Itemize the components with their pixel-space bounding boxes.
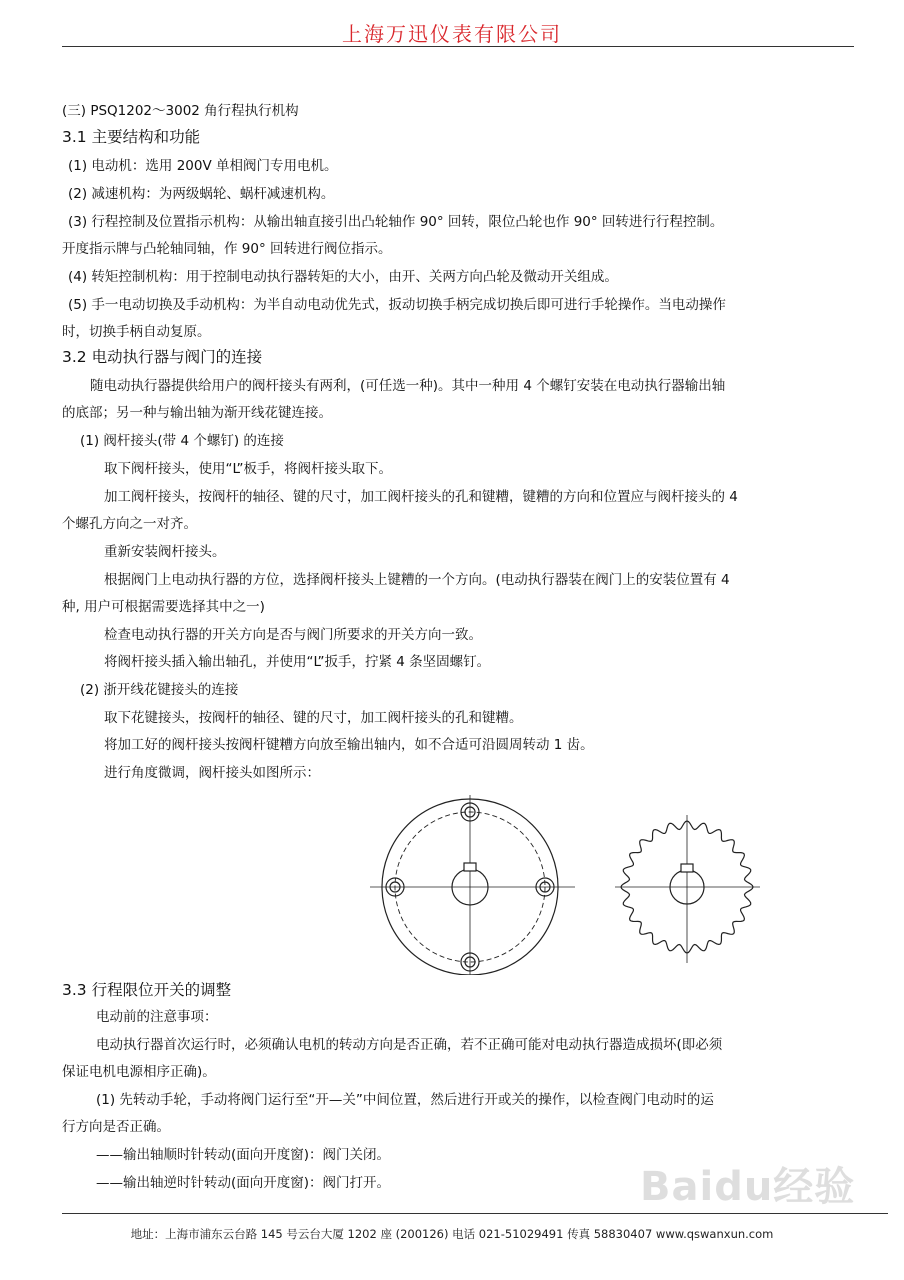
section-title: (三) PSQ1202～3002 角行程执行机构	[62, 103, 299, 119]
text-line: (1) 先转动手轮，手动将阀门运行至“开—关”中间位置，然后进行开或关的操作，以检查阀门电动时的运	[96, 1092, 714, 1108]
text-line: (5) 手一电动切换及手动机构：为半自动电动优先式，扳动切换手柄完成切换后即可进行手轮操作。当电动操作	[68, 297, 726, 313]
text-line: 检查电动执行器的开关方向是否与阀门所要求的开关方向一致。	[104, 627, 482, 643]
text-line: 加工阀杆接头，按阀杆的轴径、键的尺寸，加工阀杆接头的孔和键糟，键糟的方向和位置应与阀杆接头的 4	[104, 489, 738, 505]
heading-3-3: 3.3 行程限位开关的调整	[62, 981, 232, 999]
heading-3-1: 3.1 主要结构和功能	[62, 128, 201, 146]
text-line: 将加工好的阀杆接头按阀杆键糟方向放至输出轴内，如不合适可沿圆周转动 1 齿。	[104, 737, 594, 753]
text-line: 随电动执行器提供给用户的阀杆接头有两利，(可任选一种)。其中一种用 4 个螺钉安装在电动执行器输出轴	[90, 378, 726, 394]
text-line: (3) 行程控制及位置指示机构：从输出轴直接引出凸轮轴作 90° 回转，限位凸轮也作 90° 回转进行行程控制。	[68, 214, 724, 230]
text-line: 取下花键接头，按阀杆的轴径、键的尺寸，加工阀杆接头的孔和键糟。	[104, 710, 523, 726]
bolted-joint-diagram	[370, 795, 575, 975]
text-line: 保证电机电源相序正确)。	[62, 1064, 216, 1080]
text-line: 取下阀杆接头，使用“L”板手，将阀杆接头取下。	[104, 461, 392, 477]
text-line: (1) 阀杆接头(带 4 个螺钉) 的连接	[80, 433, 284, 449]
text-line: 将阀杆接头插入输出轴孔，并使用“L”扳手，拧紧 4 条坚固螺钉。	[104, 654, 491, 670]
text-line: 根据阀门上电动执行器的方位，选择阀杆接头上键糟的一个方向。(电动执行器装在阀门上的安装位置有 4	[104, 572, 730, 588]
text-line: ——输出轴顺时针转动(面向开度窗)：阀门关闭。	[96, 1147, 391, 1163]
text-line: ——输出轴逆时针转动(面向开度窗)：阀门打开。	[96, 1175, 391, 1191]
text-line: (2) 减速机构：为两级蜗轮、蜗杆减速机构。	[68, 186, 335, 202]
company-header: 上海万迅仪表有限公司	[342, 22, 562, 46]
valve-stem-joint-figure	[360, 795, 780, 975]
text-line: 种, 用户可根据需要选择其中之一)	[62, 599, 265, 615]
spline-joint-diagram	[615, 815, 760, 963]
text-line: 重新安装阀杆接头。	[104, 544, 226, 560]
text-line: 个螺孔方向之一对齐。	[62, 516, 197, 532]
header-rule	[62, 46, 854, 47]
heading-3-2: 3.2 电动执行器与阀门的连接	[62, 348, 263, 366]
text-line: 行方向是否正确。	[62, 1119, 170, 1135]
footer-rule	[62, 1213, 888, 1214]
text-line: 电动执行器首次运行时，必须确认电机的转动方向是否正确，若不正确可能对电动执行器造成损坏(即必须	[96, 1037, 723, 1053]
text-line: (2) 浙开线花键接头的连接	[80, 682, 239, 698]
text-line: 的底部；另一种与输出轴为渐开线花键连接。	[62, 405, 332, 421]
text-line: (4) 转矩控制机构：用于控制电动执行器转矩的大小，由开、关两方向凸轮及微动开关组成。	[68, 269, 618, 285]
text-line: (1) 电动机：选用 200V 单相阀门专用电机。	[68, 158, 338, 174]
text-line: 开度指示牌与凸轮轴同轴，作 90° 回转进行阀位指示。	[62, 241, 392, 257]
text-line: 电动前的注意事项：	[96, 1009, 218, 1025]
footer-address: 地址：上海市浦东云台路 145 号云台大厦 1202 座 (200126) 电话 021-51029491 传真 58830407 www.qswanxun.com	[130, 1227, 774, 1241]
text-line: 进行角度微调，阀杆接头如图所示：	[104, 765, 320, 781]
text-line: 时，切换手柄自动复原。	[62, 324, 211, 340]
baidu-watermark: Baidu经验	[640, 1164, 856, 1210]
